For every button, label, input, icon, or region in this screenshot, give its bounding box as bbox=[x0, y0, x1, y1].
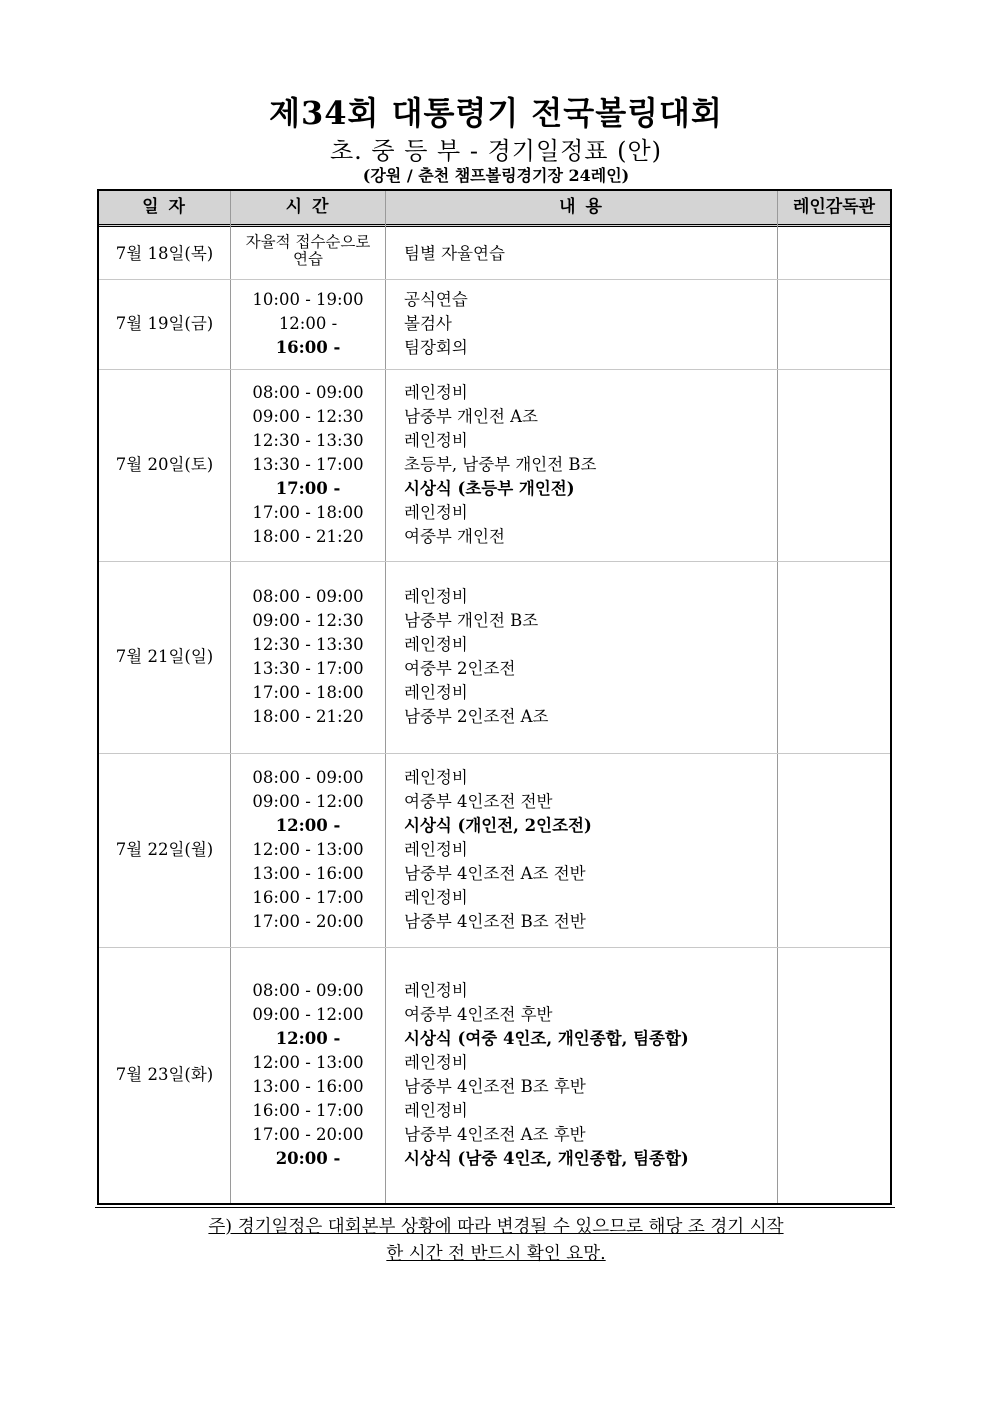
time-range: 20:00 - bbox=[275, 1149, 341, 1168]
schedule-item: 레인정비 bbox=[404, 635, 468, 654]
time-range: 12:00 - 13:00 bbox=[252, 1053, 364, 1072]
row-date: 7월 21일(일) bbox=[115, 647, 214, 666]
schedule-item: 남중부 개인전 B조 bbox=[404, 611, 539, 630]
schedule-item: 레인정비 bbox=[404, 1053, 468, 1072]
time-range: 08:00 - 09:00 bbox=[252, 383, 364, 402]
time-cell bbox=[231, 381, 385, 549]
schedule-item: 공식연습 bbox=[404, 290, 468, 309]
time-cell bbox=[231, 585, 385, 729]
time-cell bbox=[231, 234, 385, 268]
content-cell bbox=[404, 766, 784, 934]
time-range: 08:00 - 09:00 bbox=[252, 768, 364, 787]
schedule-item: 여중부 4인조전 후반 bbox=[404, 1005, 553, 1024]
schedule-item: 레인정비 bbox=[404, 840, 468, 859]
schedule-item: 팀별 자율연습 bbox=[404, 244, 505, 263]
time-range: 09:00 - 12:00 bbox=[252, 1005, 364, 1024]
time-range: 17:00 - 20:00 bbox=[252, 912, 364, 931]
time-range: 16:00 - 17:00 bbox=[252, 1101, 364, 1120]
content-cell bbox=[404, 288, 784, 360]
time-range: 12:00 - bbox=[275, 1029, 341, 1048]
table-bottom-rule bbox=[95, 1207, 895, 1208]
row-date: 7월 22일(월) bbox=[115, 840, 214, 859]
note-line-1: 주) 경기일정은 대회본부 상황에 따라 변경될 수 있으므로 해당 조 경기 시작 bbox=[208, 1217, 784, 1237]
time-range: 13:00 - 16:00 bbox=[252, 1077, 364, 1096]
schedule-item: 레인정비 bbox=[404, 981, 468, 1000]
schedule-item: 초등부, 남중부 개인전 B조 bbox=[404, 455, 597, 474]
content-cell bbox=[404, 242, 784, 266]
time-range: 09:00 - 12:30 bbox=[252, 407, 364, 426]
time-text: 자율적 접수순으로 연습 bbox=[245, 233, 371, 268]
content-cell bbox=[404, 585, 784, 729]
time-range: 08:00 - 09:00 bbox=[252, 587, 364, 606]
time-range: 10:00 - 19:00 bbox=[252, 290, 364, 309]
time-range: 12:00 - bbox=[275, 816, 341, 835]
schedule-item: 레인정비 bbox=[404, 1101, 468, 1120]
time-range: 17:00 - bbox=[275, 479, 341, 498]
time-range: 17:00 - 18:00 bbox=[252, 503, 364, 522]
time-cell bbox=[231, 979, 385, 1171]
time-range: 12:30 - 13:30 bbox=[252, 431, 364, 450]
schedule-item: 레인정비 bbox=[404, 888, 468, 907]
row-divider bbox=[99, 753, 890, 754]
time-range: 18:00 - 21:20 bbox=[252, 527, 364, 546]
time-range: 13:00 - 16:00 bbox=[252, 864, 364, 883]
schedule-table bbox=[97, 189, 892, 1205]
schedule-item: 레인정비 bbox=[404, 431, 468, 450]
time-range: 18:00 - 21:20 bbox=[252, 707, 364, 726]
time-range: 17:00 - 20:00 bbox=[252, 1125, 364, 1144]
time-cell bbox=[231, 288, 385, 360]
time-range: 09:00 - 12:30 bbox=[252, 611, 364, 630]
schedule-item: 팀장회의 bbox=[404, 338, 468, 357]
schedule-item: 레인정비 bbox=[404, 503, 468, 522]
schedule-item: 남중부 4인조전 A조 후반 bbox=[404, 1125, 586, 1144]
schedule-item: 레인정비 bbox=[404, 768, 468, 787]
time-range: 09:00 - 12:00 bbox=[252, 792, 364, 811]
time-range: 17:00 - 18:00 bbox=[252, 683, 364, 702]
column-divider bbox=[385, 191, 386, 1203]
row-date: 7월 19일(금) bbox=[115, 314, 214, 333]
time-range: 12:00 - 13:00 bbox=[252, 840, 364, 859]
schedule-item: 레인정비 bbox=[404, 683, 468, 702]
time-range: 12:30 - 13:30 bbox=[252, 635, 364, 654]
schedule-item: 남중부 4인조전 B조 후반 bbox=[404, 1077, 586, 1096]
schedule-item: 남중부 개인전 A조 bbox=[404, 407, 538, 426]
row-date: 7월 20일(토) bbox=[115, 455, 214, 474]
row-divider bbox=[99, 947, 890, 948]
schedule-item: 시상식 (여중 4인조, 개인종합, 팀종합) bbox=[404, 1029, 689, 1048]
schedule-item: 레인정비 bbox=[404, 383, 468, 402]
time-range: 08:00 - 09:00 bbox=[252, 981, 364, 1000]
schedule-item: 시상식 (개인전, 2인조전) bbox=[404, 816, 592, 835]
schedule-item: 시상식 (초등부 개인전) bbox=[404, 479, 575, 498]
schedule-item: 남중부 4인조전 B조 전반 bbox=[404, 912, 586, 931]
header-date: 일 자 bbox=[142, 197, 187, 217]
note-line-2: 한 시간 전 반드시 확인 요망. bbox=[386, 1244, 606, 1264]
document-subtitle: 초. 중 등 부 - 경기일정표 (안) bbox=[329, 137, 663, 165]
header-supervisor: 레인감독관 bbox=[792, 197, 876, 217]
schedule-item: 여중부 개인전 bbox=[404, 527, 505, 546]
row-divider bbox=[99, 561, 890, 562]
venue-line: (강원 / 춘천 챔프볼링경기장 24레인) bbox=[362, 166, 630, 185]
table-header-row bbox=[99, 191, 890, 227]
row-date: 7월 18일(목) bbox=[115, 244, 214, 263]
content-cell bbox=[404, 979, 784, 1171]
document-title: 제34회 대통령기 전국볼링대회 bbox=[269, 94, 723, 132]
time-range: 12:00 - bbox=[278, 314, 338, 333]
time-cell bbox=[231, 766, 385, 934]
row-divider bbox=[99, 369, 890, 370]
time-range: 16:00 - bbox=[275, 338, 341, 357]
schedule-item: 남중부 2인조전 A조 bbox=[404, 707, 549, 726]
time-range: 13:30 - 17:00 bbox=[252, 659, 364, 678]
schedule-item: 여중부 4인조전 전반 bbox=[404, 792, 553, 811]
time-range: 16:00 - 17:00 bbox=[252, 888, 364, 907]
time-range: 13:30 - 17:00 bbox=[252, 455, 364, 474]
header-time: 시 간 bbox=[285, 197, 331, 217]
header-content: 내 용 bbox=[559, 197, 604, 217]
content-cell bbox=[404, 381, 784, 549]
schedule-item: 남중부 4인조전 A조 전반 bbox=[404, 864, 586, 883]
schedule-item: 여중부 2인조전 bbox=[404, 659, 516, 678]
row-divider bbox=[99, 279, 890, 280]
schedule-item: 레인정비 bbox=[404, 587, 468, 606]
row-date: 7월 23일(화) bbox=[115, 1065, 214, 1084]
schedule-item: 시상식 (남중 4인조, 개인종합, 팀종합) bbox=[404, 1149, 689, 1168]
schedule-item: 볼검사 bbox=[404, 314, 452, 333]
